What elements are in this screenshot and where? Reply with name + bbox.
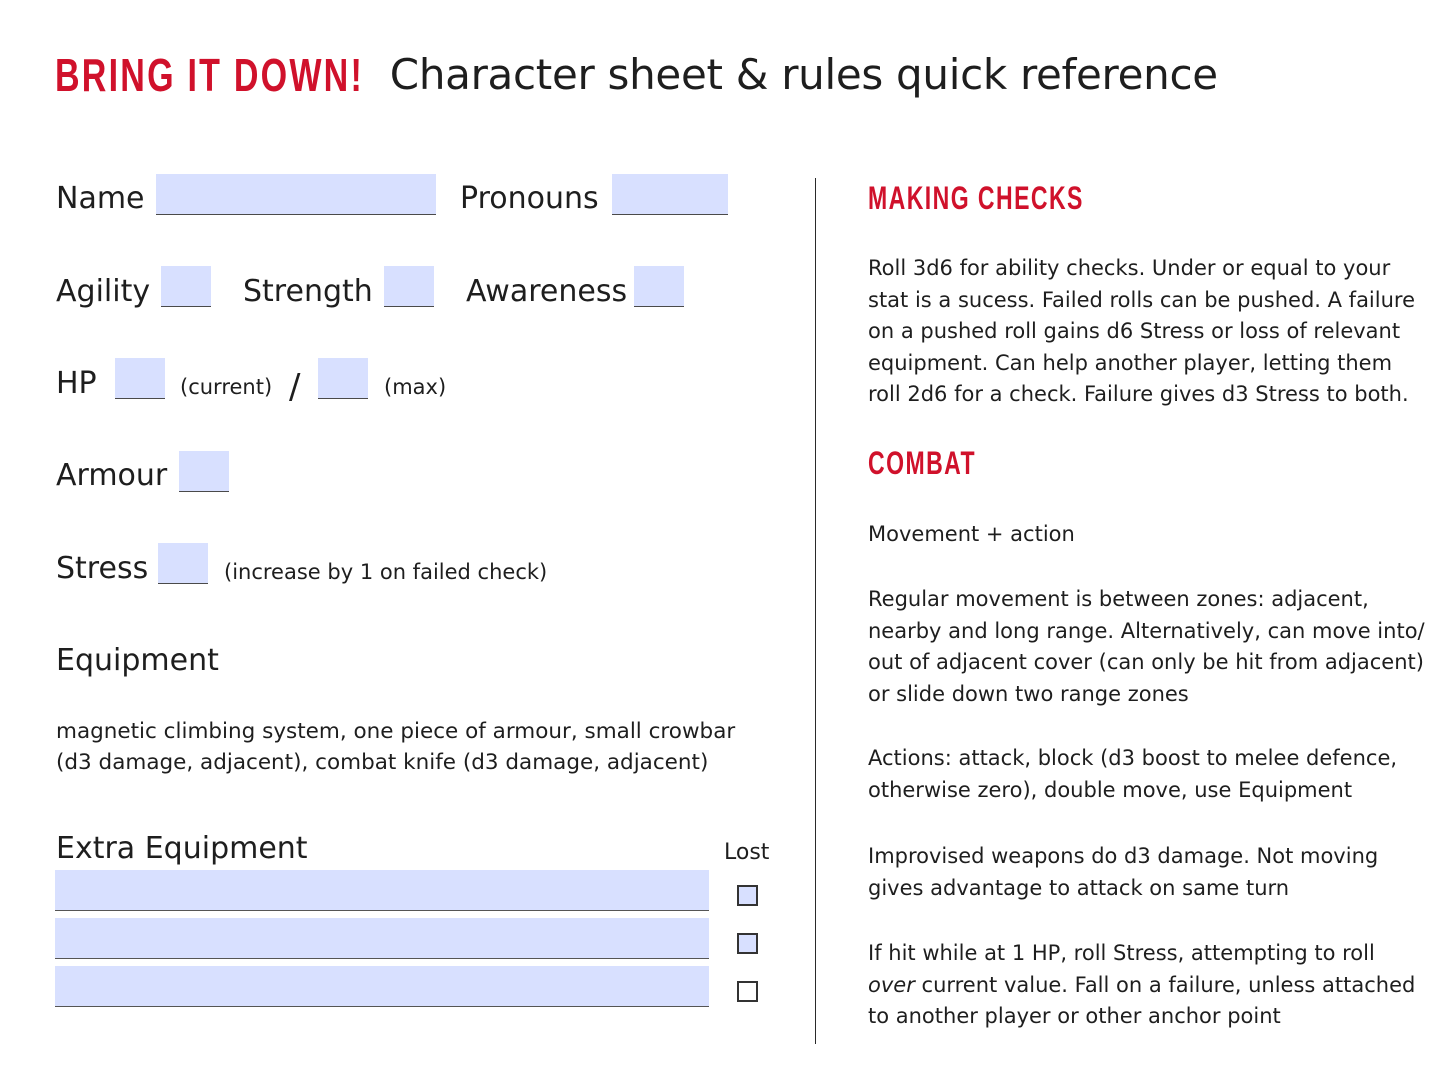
name-field[interactable] bbox=[156, 174, 436, 215]
combat-fall-emphasis: over bbox=[868, 972, 915, 997]
strength-field[interactable] bbox=[384, 266, 434, 307]
making-checks-heading: MAKING CHECKS bbox=[868, 180, 1084, 216]
hp-max-field[interactable] bbox=[318, 358, 368, 399]
lost-checkbox-1[interactable] bbox=[737, 885, 758, 906]
hp-max-note: (max) bbox=[384, 375, 447, 399]
equipment-list: magnetic climbing system, one piece of armour, small crowbar (d3 damage, adjacent), combat knife (d3 damage, adjacent) bbox=[56, 719, 736, 775]
agility-field[interactable] bbox=[161, 266, 211, 307]
combat-intro: Movement + action bbox=[868, 522, 1075, 546]
hp-label: HP bbox=[56, 366, 97, 401]
armour-field[interactable] bbox=[179, 451, 229, 492]
brand-title: BRING IT DOWN! bbox=[55, 49, 365, 101]
combat-actions-text: Actions: attack, block (d3 boost to melee defence, otherwise zero), double move, use Equipment bbox=[868, 746, 1398, 802]
extra-equipment-heading: Extra Equipment bbox=[56, 831, 308, 866]
awareness-label: Awareness bbox=[466, 274, 628, 309]
combat-fall-text bbox=[868, 938, 1428, 1033]
stress-note: (increase by 1 on failed check) bbox=[224, 560, 548, 584]
extra-equipment-field-1[interactable] bbox=[55, 870, 709, 911]
name-label: Name bbox=[56, 181, 145, 216]
combat-fall-text-start: If hit while at 1 HP, roll Stress, attempting to roll bbox=[868, 941, 1375, 965]
lost-checkbox-2[interactable] bbox=[737, 933, 758, 954]
extra-equipment-field-3[interactable] bbox=[55, 966, 709, 1007]
agility-label: Agility bbox=[56, 274, 151, 309]
lost-column-label: Lost bbox=[724, 840, 770, 865]
page-title bbox=[55, 49, 1218, 101]
combat-fall-text-end: current value. Fall on a failure, unless attached to another player or other anchor point bbox=[868, 972, 1416, 1028]
hp-separator: / bbox=[289, 367, 301, 407]
stress-label: Stress bbox=[56, 551, 149, 586]
strength-label: Strength bbox=[243, 274, 373, 309]
combat-improvised-text: Improvised weapons do d3 damage. Not moving gives advantage to attack on same turn bbox=[868, 844, 1379, 900]
page-subtitle: Character sheet & rules quick reference bbox=[389, 50, 1218, 99]
combat-movement-text: Regular movement is between zones: adjacent, nearby and long range. Alternatively, can move into/ out of adjacent cover (can only be hit from adjacent) or slide down two range zones bbox=[868, 587, 1425, 706]
combat-heading: COMBAT bbox=[868, 445, 977, 481]
hp-current-field[interactable] bbox=[115, 358, 165, 399]
extra-equipment-field-2[interactable] bbox=[55, 918, 709, 959]
making-checks-text: Roll 3d6 for ability checks. Under or equal to your stat is a sucess. Failed rolls can be pushed. A failure on a pushed roll gains d6 Stress or loss of relevant equipment. Can help another player, letting them roll 2d6 for a check. Failure gives d3 Stress to both. bbox=[868, 256, 1416, 406]
pronouns-field[interactable] bbox=[612, 174, 728, 215]
column-divider bbox=[815, 178, 816, 1044]
equipment-heading: Equipment bbox=[56, 643, 219, 678]
stress-field[interactable] bbox=[158, 543, 208, 584]
pronouns-label: Pronouns bbox=[460, 181, 599, 216]
hp-current-note: (current) bbox=[180, 375, 273, 399]
armour-label: Armour bbox=[56, 458, 168, 493]
awareness-field[interactable] bbox=[634, 266, 684, 307]
lost-checkbox-3[interactable] bbox=[737, 981, 758, 1002]
